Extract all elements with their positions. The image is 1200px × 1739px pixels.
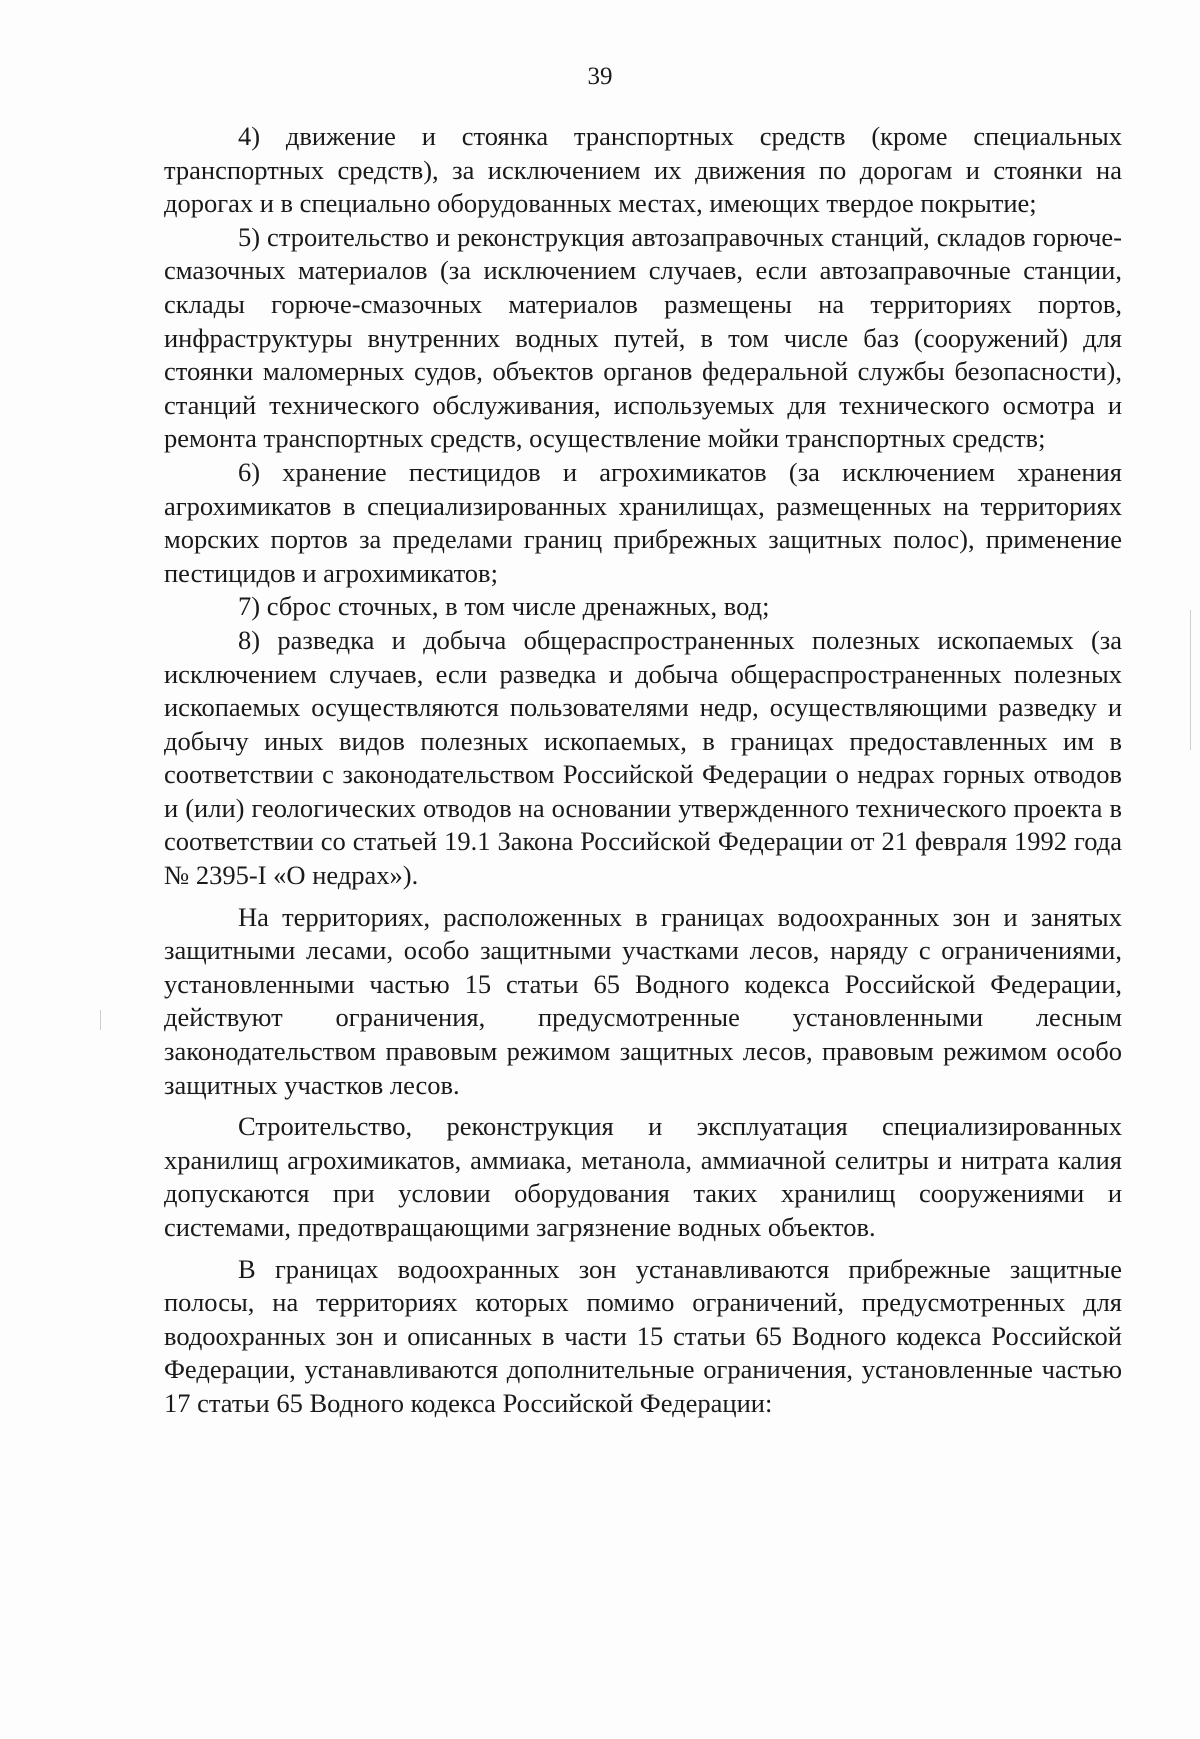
paragraph-item-4: 4) движение и стоянка транспортных средств (кроме специальных транспортных средств), за исключением их движения по дорогам и стоянки на дорогах и в специально оборудованных местах, имеющих твердое покрытие; bbox=[164, 121, 1122, 219]
paragraph-item-5: 5) строительство и реконструкция автозаправочных станций, складов горюче-смазочных материалов (за исключением случаев, если автозаправочные станции, склады горюче-смазочных материалов размещены на территориях портов, инфраструктуры внутренних водных путей, в том числе баз (сооружений) для стоянки маломерных судов, объектов органов федеральной службы безопасности), станций технического обслуживания, используемых для технического осмотра и ремонта транспортных средств, осуществление мойки транспортных средств; bbox=[164, 221, 1122, 454]
document-body bbox=[164, 120, 1122, 1421]
scan-mark-right bbox=[1190, 610, 1191, 750]
page-number: 39 bbox=[587, 63, 613, 90]
paragraph-item-7: 7) сброс сточных, в том числе дренажных, вод; bbox=[238, 591, 770, 622]
paragraph-item-8: 8) разведка и добыча общераспространенных полезных ископаемых (за исключением случаев, если разведка и добыча общераспространенных полезных ископаемых осуществляются пользователями недр, осуществляющими разведку и добычу иных видов полезных ископаемых, в границах предоставленных им в соответствии с законодательством Российской Федерации о недрах горных отводов и (или) геологических отводов на основании утвержденного технического проекта в соответствии со статьей 19.1 Закона Российской Федерации от 21 февраля 1992 года № 2395-I «О недрах»). bbox=[164, 624, 1122, 891]
paragraph-protective-forests: На территориях, расположенных в границах водоохранных зон и занятых защитными лесами, особо защитными участками лесов, наряду с ограничениями, установленными частью 15 статьи 65 Водного кодекса Российской Федерации, действуют ограничения, предусмотренные установленными лесным законодательством правовым режимом защитных лесов, правовым режимом особо защитных участков лесов. bbox=[164, 901, 1122, 1100]
paragraph-item-6: 6) хранение пестицидов и агрохимикатов (за исключением хранения агрохимикатов в специализированных хранилищах, размещенных на территориях морских портов за пределами границ прибрежных защитных полос), применение пестицидов и агрохимикатов; bbox=[164, 456, 1122, 588]
paragraph-storage-facilities: Строительство, реконструкция и эксплуатация специализированных хранилищ агрохимикатов, аммиака, метанола, аммиачной селитры и нитрата калия допускаются при условии оборудования таких хранилищ сооружениями и системами, предотвращающими загрязнение водных объектов. bbox=[164, 1111, 1122, 1242]
scan-mark-left bbox=[100, 1010, 101, 1030]
paragraph-coastal-strips: В границах водоохранных зон устанавливаются прибрежные защитные полосы, на территориях которых помимо ограничений, предусмотренных для водоохранных зон и описанных в части 15 статьи 65 Водного кодекса Российской Федерации, устанавливаются дополнительные ограничения, установленные частью 17 статьи 65 Водного кодекса Российской Федерации: bbox=[164, 1253, 1122, 1418]
